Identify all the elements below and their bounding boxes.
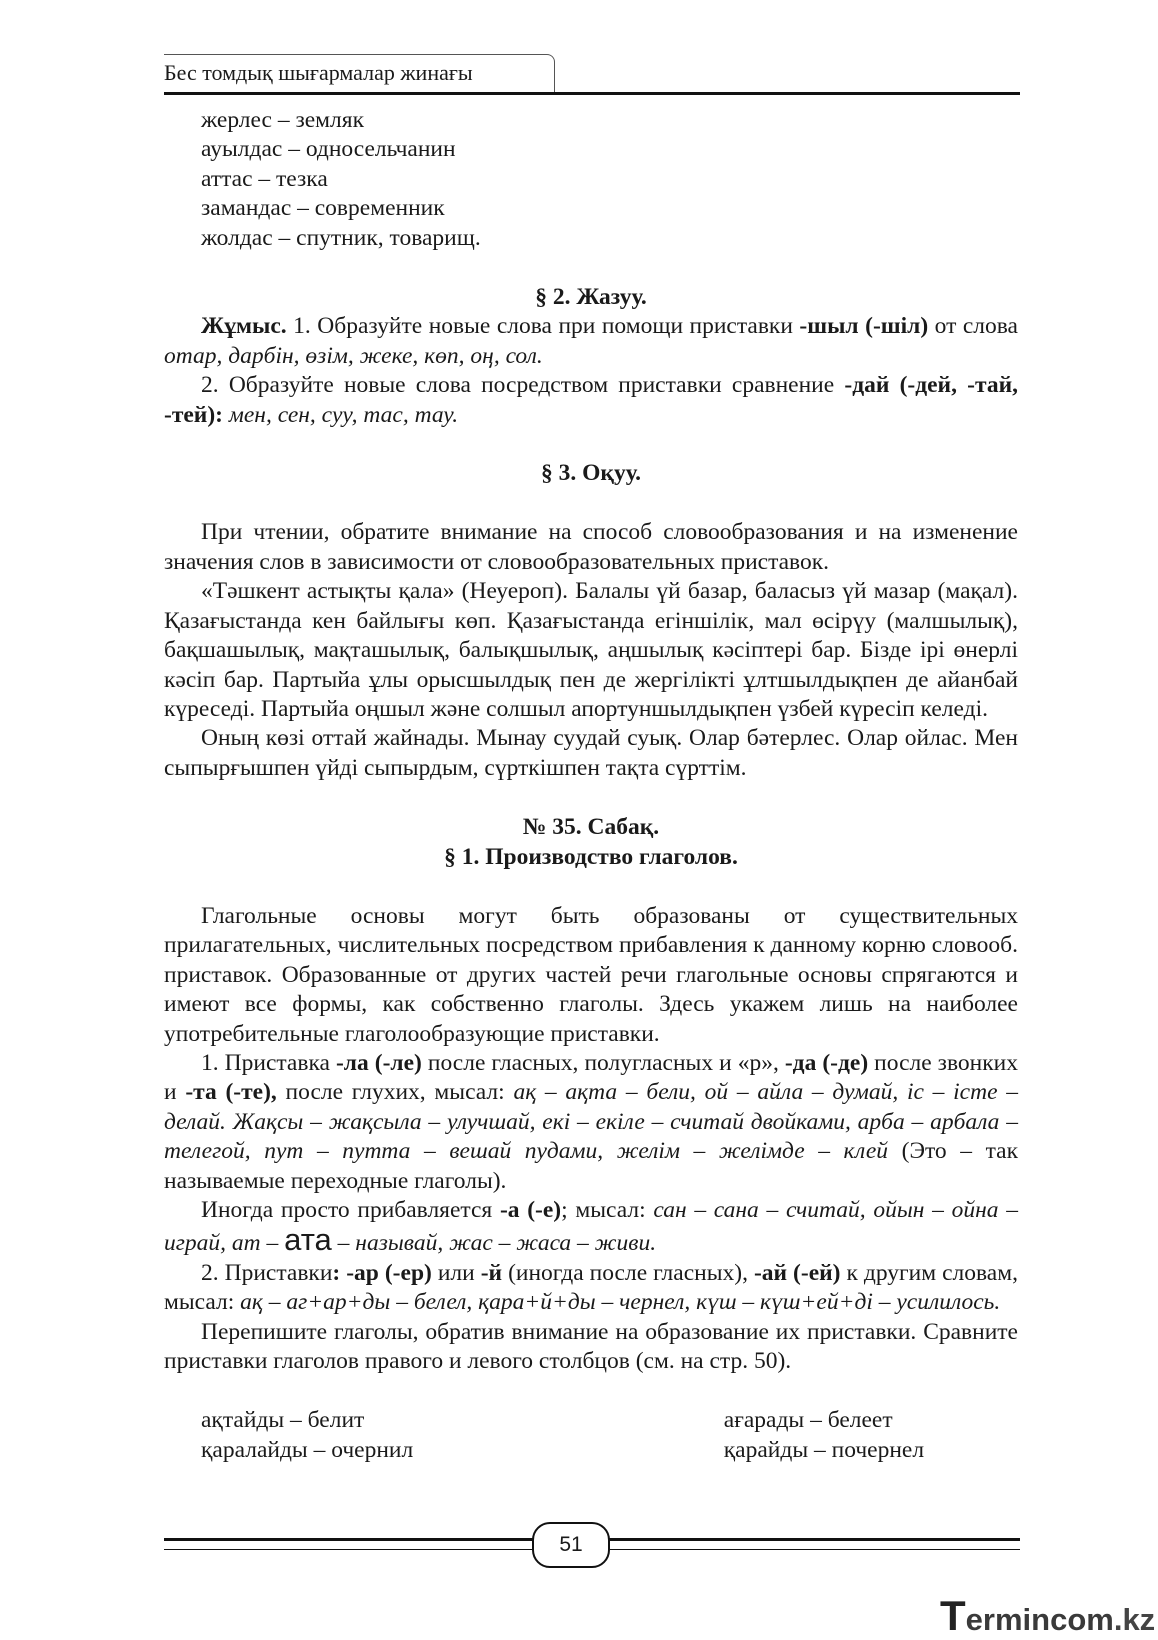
task2-text: 2. Образуйте новые слова посредством приставки сравнение — [201, 372, 845, 399]
vocab-item: аттас – тезка — [201, 165, 328, 192]
left-column-item: қаралайды – очернил — [201, 1436, 414, 1463]
right-column-item: қарайды – почернел — [723, 1436, 925, 1463]
vocab-item: ауылдас – односельчанин — [201, 136, 456, 163]
right-column-item: ағарады – белеет — [723, 1407, 893, 1434]
watermark-logo: Termincom.kz — [940, 1592, 1156, 1639]
lesson-subheading: § 1. Производство глаголов. — [444, 843, 738, 870]
task1-examples: отар, дарбін, өзім, жеке, көп, оң, сол. — [164, 342, 543, 369]
lesson-heading: № 35. Сабақ. — [522, 814, 660, 841]
section2-task1 — [164, 312, 1018, 371]
section3-heading: § 3. Оқуу. — [541, 460, 641, 487]
lesson-intro: Глагольные основы могут быть образованы от существительных прилагательных, числительных посредством прибавления к данному корню словооб. приставок. Образованные от других частей речи глагольные основы спрягаются и имеют все формы, как собственно глаголы. Здесь укажем лишь на наиболее употребительные глаголообразующие приставки. — [164, 902, 1018, 1047]
section2-task2 — [164, 371, 1018, 430]
section3-para2: «Тәшкент астықты қала» (Неуероп). Балалы үй базар, баласыз үй мазар (мақал). Қазағыстанда кен байлығы көп. Қазағыстанда егіншілік, мал өсірүу (малшылық), бақшашылық, мақташылық, балықшылық, аңшылық кәсіптері бар. Бізде ірі өнерлі кәсіп бар. Партыйа ұлы орысшылдық пен де жергілікті ұлтшылдықпен де айанбай күреседі. Партыйа оңшыл және солшыл апортуншылдықпен үзбей күресіп келеді. — [164, 578, 1018, 722]
task1-suffix: -шыл (-шіл) — [799, 313, 929, 340]
vocab-list — [164, 106, 1018, 253]
task1-text2: от слова — [928, 313, 1018, 340]
right-column — [724, 1406, 1018, 1465]
page-number: 51 — [532, 1522, 610, 1568]
footer-rule-right — [604, 1538, 1020, 1550]
ata-word: ата — [284, 1222, 332, 1258]
lesson-exercise: Перепишите глаголы, обратив внимание на образование их приставки. Сравните приставки глаголов правого и левого столбцов (см. на стр. 50). — [164, 1318, 1018, 1375]
section2-heading: § 2. Жазуу. — [535, 284, 647, 311]
vocab-item: замандас – современник — [201, 195, 445, 222]
left-column-item: ақтайды – белит — [201, 1407, 365, 1434]
vocab-item: жолдас – спутник, товарищ. — [201, 224, 481, 251]
verb-columns — [164, 1406, 1018, 1465]
running-head-title: Бес томдық шығармалар жинағы — [164, 60, 473, 85]
section3-para3: Оның көзі оттай жайнады. Мынау суудай суық. Олар бәтерлес. Олар ойлас. Мен сыпырғышпен үйді сыпырдым, сүрткішпен тақта сүрттім. — [164, 725, 1018, 781]
lesson-point2: 2. Приставки: -ар (-ер) или -й (иногда после гласных), -ай (-ей) к другим словам, мысал: ақ – аг+ар+ды – белел, қара+й+ды – чернел, күш – күш+ей+ді – усилилось. — [164, 1259, 1018, 1316]
lesson-point1-extra: Иногда просто прибавляется -а (-е); мысал: сан – сана – считай, ойын – ойна – играй, ат – ата – называй, жас – жаса – живи. — [164, 1197, 1018, 1258]
page-content — [164, 106, 1018, 1465]
task1-text: 1. Образуйте новые слова при помощи приставки — [286, 313, 800, 340]
left-column — [201, 1406, 724, 1465]
task-label: Жұмыс. — [201, 313, 287, 340]
section3-para1: При чтении, обратите внимание на способ словообразования и на изменение значения слов в зависимости от словообразовательных приставок. — [164, 519, 1018, 575]
task2-examples: мен, сен, суу, тас, тау. — [223, 401, 459, 428]
task2-suffix: -дай (-дей, -тай, -тей): — [164, 372, 1018, 428]
vocab-item: жерлес – земляк — [201, 107, 365, 133]
footer-rule-left — [164, 1538, 534, 1550]
header-rule — [164, 92, 1020, 95]
lesson-point1: 1. Приставка -ла (-ле) после гласных, полугласных и «р», -да (-де) после звонких и -та (-те), после глухих, мысал: ақ – ақта – бели, ой – айла – думай, іс – істе – делай. Жақсы – жақсыла – улучшай, екі – екіле – считай двойками, арба – арбала – телегой, пут – путта – вешай пудами, желім – желімде – клей (Это – так называемые переходные глаголы). — [164, 1049, 1019, 1194]
